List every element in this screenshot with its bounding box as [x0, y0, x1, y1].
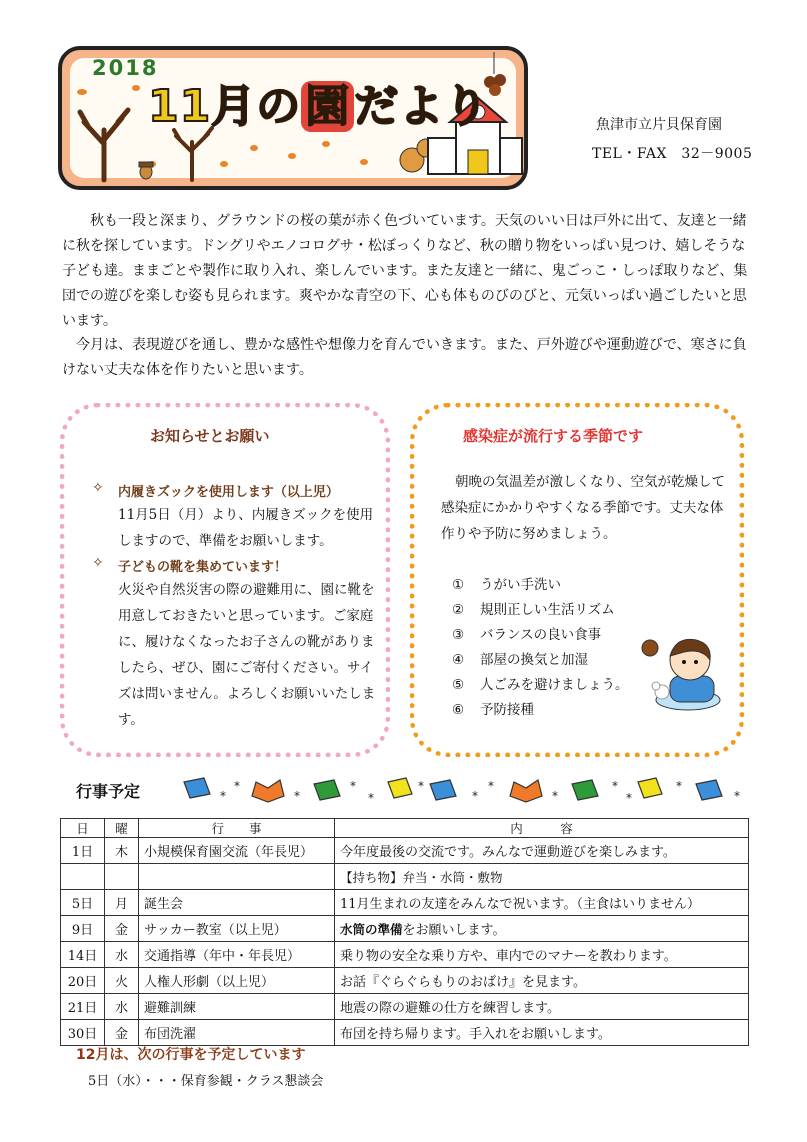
- cell-event: サッカー教室（以上児）: [139, 916, 335, 942]
- cell-content: 布団を持ち帰ります。手入れをお願いします。: [335, 1020, 749, 1046]
- prevention-item: ③ バランスの良い食事: [452, 627, 602, 643]
- column-header-content: 内 容: [335, 819, 749, 838]
- table-header-row: [61, 819, 749, 838]
- cell-dow: 金: [105, 1020, 139, 1046]
- child-handwashing-icon: [636, 630, 732, 714]
- intro-paragraph-2: 今月は、表現遊びを通し、豊かな感性や想像力を育んでいきます。また、戸外遊びや運動遊びで、寒さに負けない丈夫な体を作りたいと思います。: [62, 337, 747, 378]
- infection-title: 感染症が流行する季節です: [463, 427, 644, 445]
- table-row: [61, 864, 749, 890]
- cell-content: お話『ぐらぐらもりのおばけ』を見ます。: [335, 968, 749, 994]
- table-row: [61, 994, 749, 1020]
- svg-text:*: *: [552, 789, 558, 803]
- notice-title: お知らせとお願い: [150, 427, 270, 445]
- intro-paragraph-1: 秋も一段と深まり、グラウンドの桜の葉が赤く色づいています。天気のいい日は戸外に出て、友達と一緒に秋を探しています。ドングリやエノコログサ・松ぼっくりなど、秋の贈り物をいっぱい見つけ、嬉しそうな子ども達。ままごとや製作に取り入れ、楽しんでいます。また友達と一緒に、鬼ごっこ・しっぽ取りなど、集団での遊びを楽しむ姿も見られます。爽やかな青空の下、心も体ものびのびと、元気いっぱい過ごしたいと思います。: [62, 213, 748, 329]
- december-title: 12月は、次の行事を予定しています: [76, 1047, 306, 1063]
- newsletter-year: 2018: [92, 56, 159, 80]
- column-header-event: 行 事: [139, 819, 335, 838]
- cell-content: 地震の際の避難の仕方を練習します。: [335, 994, 749, 1020]
- cell-content: 水筒の準備をお願いします。: [335, 916, 749, 942]
- schedule-table: [60, 818, 749, 1046]
- cell-dow: 水: [105, 942, 139, 968]
- infection-body: 朝晩の気温差が激しくなり、空気が乾燥して感染症にかかりやすくなる季節です。丈夫な体作りや予防に努めましょう。: [441, 474, 725, 542]
- tree-middle-icon: [174, 128, 212, 180]
- cell-event: 交通指導（年中・年長児）: [139, 942, 335, 968]
- cell-dow: 水: [105, 994, 139, 1020]
- cell-content: 乗り物の安全な乗り方や、車内でのマナーを教わります。: [335, 942, 749, 968]
- cell-dow: [105, 864, 139, 890]
- table-row: [61, 1020, 749, 1046]
- table-row: [61, 968, 749, 994]
- table-row: [61, 838, 749, 864]
- cell-event: 人権人形劇（以上児）: [139, 968, 335, 994]
- table-row: [61, 890, 749, 916]
- cell-dow: 金: [105, 916, 139, 942]
- svg-text:*: *: [488, 779, 494, 793]
- svg-text:*: *: [734, 789, 740, 803]
- acorn-icon: [139, 162, 153, 179]
- notice-item-heading: 内履きズックを使用します（以上児）: [118, 485, 339, 500]
- cell-content: 11月生まれの友達をみんなで祝います。（主食はいりません）: [335, 890, 749, 916]
- notice-item-body: 11月5日（月）より、内履きズックを使用しますので、準備をお願いします。: [118, 507, 374, 549]
- svg-text:*: *: [368, 791, 374, 805]
- column-header-day: 日: [61, 819, 105, 838]
- svg-text:*: *: [612, 779, 618, 793]
- cell-event: 小規模保育園交流（年長児）: [139, 838, 335, 864]
- school-name: 魚津市立片貝保育園: [596, 117, 722, 133]
- notice-item-body: 火災や自然災害の際の避難用に、園に靴を用意しておきたいと思っています。ご家庭に、履けなくなったお子さんの靴がありましたら、ぜひ、園にご寄付ください。サイズは問いません。よろしくお願いいたします。: [118, 582, 376, 728]
- svg-text:*: *: [676, 779, 682, 793]
- tree-left-icon: [80, 110, 128, 180]
- cell-event: [139, 864, 335, 890]
- cell-content: 今年度最後の交流です。みんなで運動遊びを楽しみます。: [335, 838, 749, 864]
- cell-event: 誕生会: [139, 890, 335, 916]
- december-event-item: 5日（水）・・・保育参観・クラス懇談会: [88, 1074, 324, 1089]
- svg-text:*: *: [220, 789, 226, 803]
- svg-text:*: *: [350, 779, 356, 793]
- cell-day: 5日: [61, 890, 105, 916]
- cell-content: 【持ち物】弁当・水筒・敷物: [335, 864, 749, 890]
- cell-dow: 火: [105, 968, 139, 994]
- book-decoration-row: [182, 776, 744, 806]
- svg-text:*: *: [472, 789, 478, 803]
- cell-event: 布団洗濯: [139, 1020, 335, 1046]
- table-row: [61, 916, 749, 942]
- newsletter-title: 11月の園だより: [148, 81, 490, 132]
- schedule-title: 行事予定: [76, 782, 141, 801]
- svg-text:*: *: [626, 791, 632, 805]
- cell-dow: 月: [105, 890, 139, 916]
- cell-day: 30日: [61, 1020, 105, 1046]
- prevention-item: ④ 部屋の換気と加湿: [452, 652, 588, 668]
- cell-day: 21日: [61, 994, 105, 1020]
- cell-day: 1日: [61, 838, 105, 864]
- table-row: [61, 942, 749, 968]
- svg-text:*: *: [234, 779, 240, 793]
- cell-day: 9日: [61, 916, 105, 942]
- cell-dow: 木: [105, 838, 139, 864]
- contact-tel-fax: TEL・FAX 32－9005: [592, 146, 753, 162]
- svg-text:*: *: [418, 779, 424, 793]
- column-header-dow: 曜: [105, 819, 139, 838]
- svg-text:*: *: [294, 789, 300, 803]
- prevention-item: ① うがい手洗い: [452, 577, 561, 593]
- cell-event: 避難訓練: [139, 994, 335, 1020]
- cell-day: 20日: [61, 968, 105, 994]
- notice-item-heading: 子どもの靴を集めています！: [118, 560, 288, 575]
- prevention-item: ② 規則正しい生活リズム: [452, 602, 615, 618]
- sparkle-bullet-icon: ✧: [92, 480, 104, 496]
- sparkle-bullet-icon: ✧: [92, 555, 104, 571]
- prevention-item: ⑤ 人ごみを避けましょう。: [452, 677, 629, 693]
- cell-day: [61, 864, 105, 890]
- prevention-item: ⑥ 予防接種: [452, 702, 534, 718]
- cell-day: 14日: [61, 942, 105, 968]
